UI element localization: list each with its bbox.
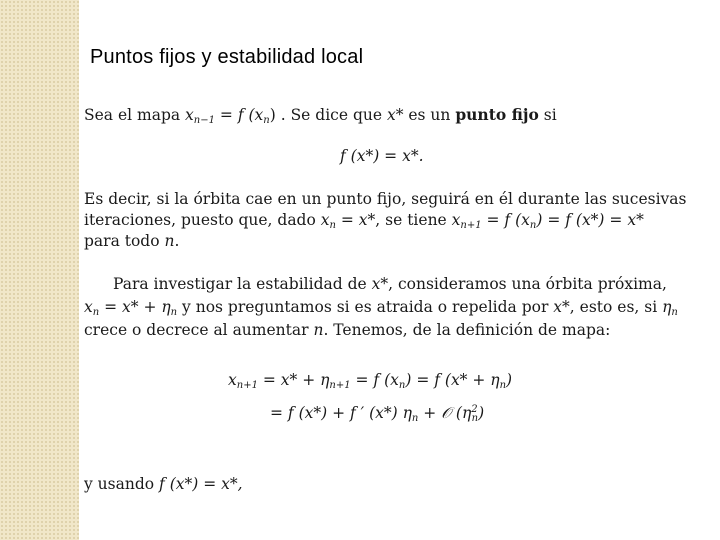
paragraph-2-line-2: iteraciones, puesto que, dado $x_n = x*$, se tiene $x_{n+1} = f$ $(x_n) = f$ (x*) = x* bbox=[84, 211, 644, 231]
paragraph-3-line-1: Para investigar la estabilidad de x*, consideramos una órbita próxima, bbox=[113, 275, 667, 293]
slide-title: Puntos fijos y estabilidad local bbox=[90, 46, 364, 68]
final-line: y usando f (x*) = x*, bbox=[84, 475, 243, 493]
paragraph-2-line-3: para todo n. bbox=[84, 232, 180, 250]
paragraph-3-line-3: crece o decrece al aumentar n. Tenemos, de la definición de mapa: bbox=[84, 321, 611, 339]
fixed-point-equation: f (x*) = x*. bbox=[340, 147, 424, 165]
decorative-side-strip bbox=[0, 0, 79, 540]
expansion-equation-line-1: $x_{n+1} = x* + \eta_{n+1} = f$ $(x_n) = f$ $(x* + \eta_n)$ bbox=[228, 371, 513, 391]
expansion-equation-line-2: = f (x*) + f ′ (x*) $\eta_n$ + 𝒪 $(\eta^2_n)$ bbox=[270, 404, 485, 424]
paragraph-3-line-2: $x_n = x* + \eta_n$ y nos preguntamos si es atraida o repelida por x*, esto es, si $\eta_n$ bbox=[84, 298, 678, 318]
paragraph-2-line-1: Es decir, si la órbita cae en un punto fijo, seguirá en él durante las sucesivas bbox=[84, 190, 687, 208]
definition-line: Sea el mapa $x_{n-1} = f$ $(x_n)$ . Se dice que x* es un punto fijo si bbox=[84, 105, 557, 126]
